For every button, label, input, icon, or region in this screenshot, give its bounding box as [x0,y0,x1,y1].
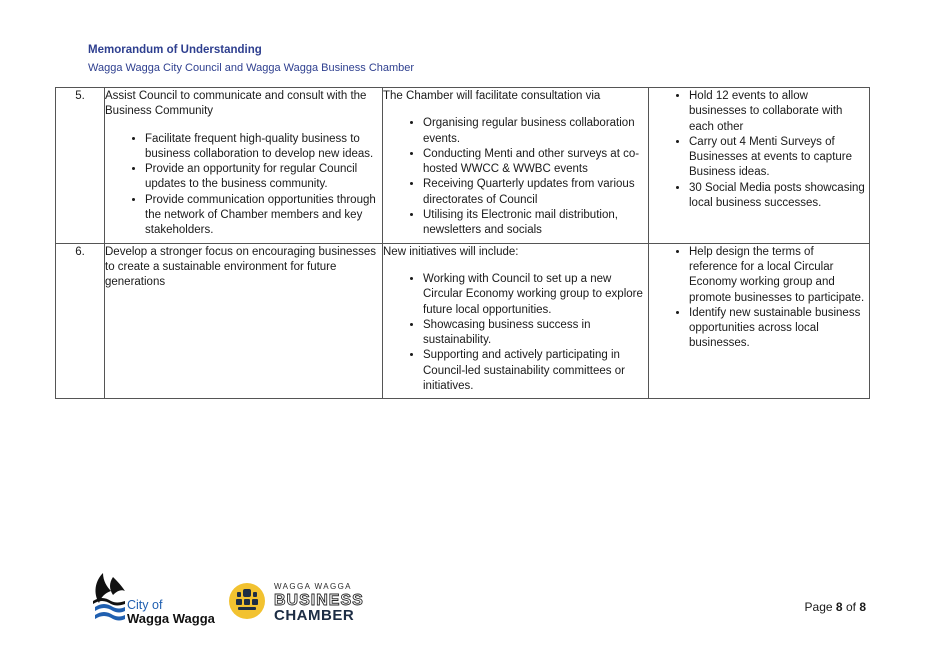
table-row [56,88,870,244]
document-title: Memorandum of Understanding [88,44,262,56]
list-item: • Organising regular business collaboration events. [423,116,648,147]
business-chamber-logo [228,578,368,624]
objective-text: Assist Council to communicate and consult with the Business Community [105,90,367,118]
list-item: • Identify new sustainable business opportunities across local businesses. [689,306,865,352]
list-item: • Hold 12 events to allow businesses to collaborate with each other [689,89,865,135]
list-item: • Provide an opportunity for regular Council updates to the business community. [145,162,382,193]
chamber-logo-line3: CHAMBER [274,607,355,624]
list-item: • Carry out 4 Menti Surveys of Businesses at events to capture Business ideas. [689,135,865,181]
outcome-list [649,89,865,211]
row-number: 5. [56,88,105,244]
objective-cell [105,243,383,399]
action-list [383,272,648,394]
action-list [383,116,648,238]
page-current: 8 [835,600,843,614]
page-label: Page [804,600,833,614]
objective-cell [105,88,383,244]
page-total: 8 [859,600,866,614]
action-intro: New initiatives will include: [383,245,519,258]
list-item: • Utilising its Electronic mail distribution, newsletters and socials [423,208,648,239]
objective-text: Develop a stronger focus on encouraging businesses to create a sustainable environment for future generations [105,245,377,289]
city-of-wagga-wagga-logo [91,571,221,627]
document-subtitle: Wagga Wagga City Council and Wagga Wagga Business Chamber [88,62,415,74]
chamber-logo-line1: WAGGA WAGGA [274,582,352,591]
document-header [88,43,414,75]
page-number [805,600,866,614]
outcome-cell [649,88,870,244]
action-cell [383,243,649,399]
table-row [56,243,870,399]
list-item: • Showcasing business success in sustainability. [423,318,648,349]
list-item: • Facilitate frequent high-quality business to business collaboration to develop new ideas. [145,132,382,163]
list-item: • Conducting Menti and other surveys at co-hosted WWCC & WWBC events [423,147,648,178]
list-item: • Help design the terms of reference for a local Circular Economy working group and promote businesses to participate. [689,245,865,306]
council-logo-line2: Wagga Wagga [127,611,215,626]
list-item: • Working with Council to set up a new Circular Economy working group to explore future local opportunities. [423,272,648,318]
list-item: • Receiving Quarterly updates from various directorates of Council [423,177,648,208]
list-item: • 30 Social Media posts showcasing local business successes. [689,181,865,212]
row-number: 6. [56,243,105,399]
mou-table [55,87,870,399]
list-item: • Provide communication opportunities through the network of Chamber members and key stakeholders. [145,193,382,239]
action-intro: The Chamber will facilitate consultation via [383,90,601,102]
page-of: of [845,600,856,614]
outcome-cell [649,243,870,399]
action-cell [383,88,649,244]
list-item: • Supporting and actively participating in Council-led sustainability committees or initiatives. [423,348,648,394]
council-logo-line1: City of [127,598,163,612]
objective-list [105,132,382,239]
outcome-list [649,245,865,352]
chamber-logo-line2: BUSINESS [274,592,364,609]
